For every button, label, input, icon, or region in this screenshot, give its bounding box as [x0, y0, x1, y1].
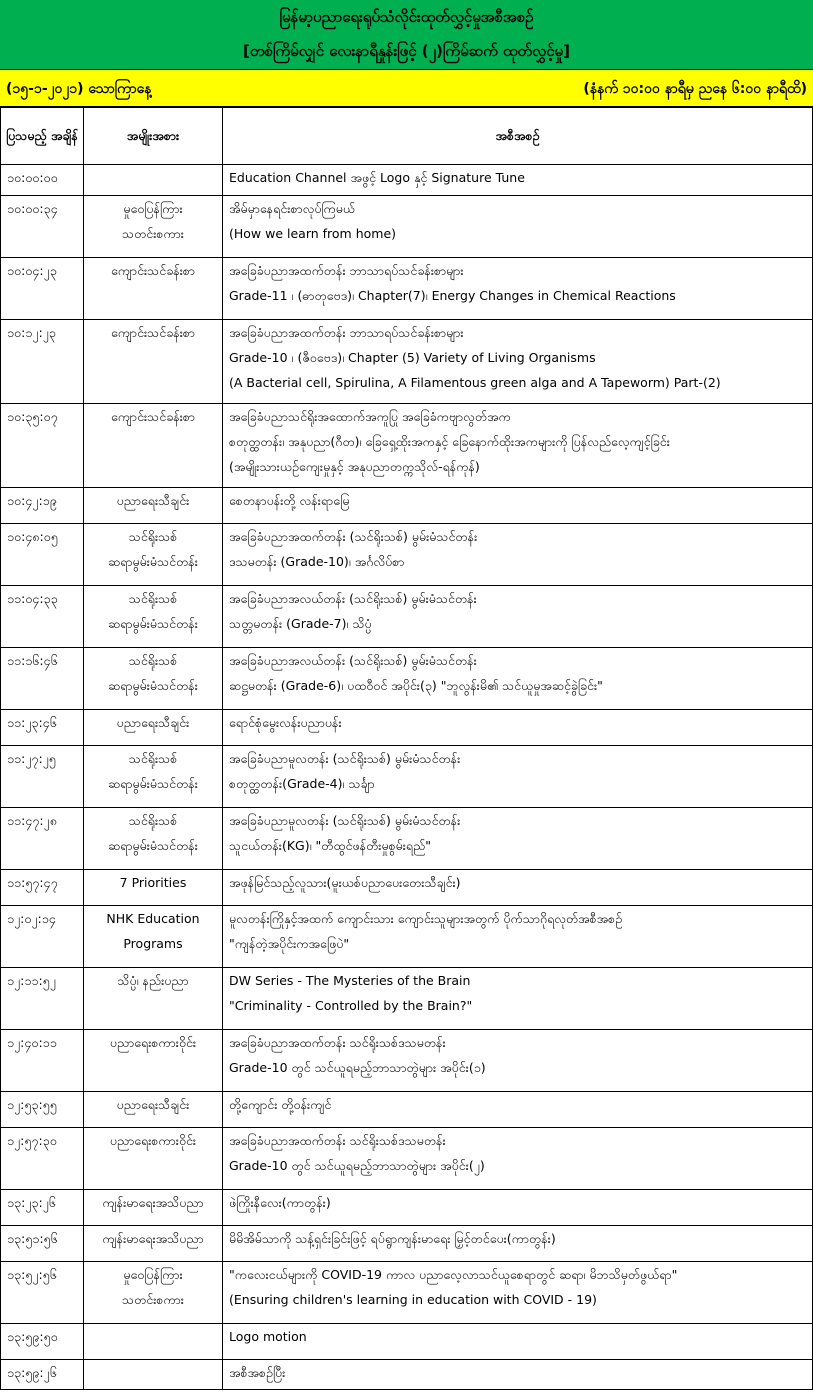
broadcast-hours: (နံနက် ၁၀:၀၀ နာရီမှ ညနေ ၆:၀၀ နာရီထိ) [583, 81, 807, 97]
cell-program [223, 1226, 813, 1262]
program-line: ရောင်စုံမွေးလန်းပညာပန်း [229, 715, 342, 730]
cell-category [84, 320, 223, 404]
table-row [1, 870, 813, 906]
cell-program [223, 870, 813, 906]
table-row [1, 320, 813, 404]
category-line: ကျန်းမာရေးအသိပညာ [102, 1231, 204, 1246]
program-line: အခြေခံပညာမူလတန်း (သင်ရိုးသစ်) မွမ်းမံသင်တန်း [229, 813, 461, 828]
program-line: အဖုန်မြင်သည့်လူသား(မူးယစ်ပညာပေးတေးသီချင်း) [229, 875, 461, 890]
program-line: အခြေခံပညာအထက်တန်း ဘာသာရပ်သင်ခန်းစာများ [229, 263, 464, 278]
table-row [1, 258, 813, 320]
cell-category [84, 746, 223, 808]
category-line: 7 Priorities [119, 875, 187, 890]
cell-category [84, 1360, 223, 1390]
category-line: ပညာရေးစကားဝိုင်း [109, 1133, 197, 1148]
table-row [1, 586, 813, 648]
program-line: Grade-10 တွင် သင်ယူရမည့်ဘာသာတွဲများ အပိုင်း(၂) [229, 1158, 485, 1173]
cell-category [84, 870, 223, 906]
cell-category [84, 1128, 223, 1190]
category-line: သတင်းစကား [122, 226, 184, 241]
table-row [1, 1030, 813, 1092]
cell-time: ၁၃:၅၂:၅၆ [1, 1262, 84, 1324]
cell-time: ၁၃:၅၉:၂၆ [1, 1360, 84, 1390]
program-line: DW Series - The Mysteries of the Brain [229, 973, 471, 988]
cell-program [223, 808, 813, 870]
table-row [1, 710, 813, 746]
cell-program [223, 1262, 813, 1324]
category-line: မှုဝေပြန်ကြား [123, 201, 183, 216]
table-row [1, 1324, 813, 1360]
cell-time: ၁၁:၀၄:၃၃ [1, 586, 84, 648]
cell-program [223, 1030, 813, 1092]
program-line: Grade-10 ၊ (ဇီဝဗေဒ)၊ Chapter (5) Variety of Living Organisms [229, 350, 596, 365]
table-row [1, 1128, 813, 1190]
cell-program [223, 648, 813, 710]
category-line: သိပ္ပံ၊ နည်းပညာ [117, 973, 189, 988]
program-line: (How we learn from home) [229, 226, 397, 241]
cell-program [223, 968, 813, 1030]
category-line: ကျောင်းသင်ခန်းစာ [110, 263, 196, 278]
header-program: အစီအစဉ် [223, 108, 813, 165]
table-row [1, 404, 813, 488]
program-line: အခြေခံပညာအထက်တန်း သင်ရိုးသစ်ဒသမတန်း [229, 1133, 446, 1148]
program-line: အခြေခံပညာအထက်တန်း သင်ရိုးသစ်ဒသမတန်း [229, 1035, 446, 1050]
category-line: ပညာရေးသီချင်း [116, 1097, 190, 1112]
program-line: စေတနာပန်းတို့ လန်းရာမြေ [229, 493, 350, 508]
cell-category [84, 1324, 223, 1360]
cell-category [84, 404, 223, 488]
cell-category [84, 524, 223, 586]
cell-category [84, 1092, 223, 1128]
table-row [1, 906, 813, 968]
table-row [1, 746, 813, 808]
title-banner [0, 0, 813, 70]
table-row [1, 1190, 813, 1226]
table-row [1, 808, 813, 870]
category-line: ကျောင်းသင်ခန်းစာ [110, 325, 196, 340]
category-line: မှုဝေပြန်ကြား [123, 1267, 183, 1282]
program-line: မိမိအိမ်သာကို သန့်ရှင်းခြင်းဖြင့် ရပ်ရွာကျန်းမာရေး မြှင့်တင်ပေး(ကာတွန်း) [229, 1231, 556, 1246]
cell-time: ၁၀:၄၂:၁၉ [1, 488, 84, 524]
program-line: ဒသမတန်း (Grade-10)၊ အင်္ဂလိပ်စာ [229, 554, 405, 569]
category-line: သင်ရိုးသစ် [128, 653, 178, 668]
cell-category [84, 165, 223, 196]
category-line: Programs [123, 936, 183, 951]
table-row [1, 488, 813, 524]
cell-time: ၁၃:၅၉:၅၀ [1, 1324, 84, 1360]
table-row [1, 1226, 813, 1262]
program-line: အစီအစဉ်ပြီး [229, 1365, 286, 1380]
category-line: ဆရာမွမ်းမံသင်တန်း [108, 678, 198, 693]
date-band [0, 70, 813, 107]
category-line: သတင်းစကား [122, 1292, 184, 1307]
category-line: ပညာရေးသီချင်း [116, 715, 190, 730]
program-line: သူငယ်တန်း(KG)၊ "တီထွင်ဖန်တီးမှုစွမ်းရည်" [229, 838, 431, 853]
cell-program [223, 165, 813, 196]
schedule-subtitle: [တစ်ကြိမ်လျှင် လေးနာရီနှုန်းဖြင့် (၂)ကြိမ်ဆက် ထုတ်လွှင့်မှု] [243, 42, 570, 60]
program-line: Logo motion [229, 1329, 307, 1344]
header-category: အမျိုးအစား [84, 108, 223, 165]
cell-time: ၁၁:၄၇:၂၈ [1, 808, 84, 870]
cell-time: ၁၀:၀၀:၀၀ [1, 165, 84, 196]
program-line: (အမျိုးသားယဉ်ကျေးမှုနှင့် အနုပညာတက္ကသိုလ်-ရန်ကုန်) [229, 459, 480, 474]
category-line: ကျန်းမာရေးအသိပညာ [102, 1195, 204, 1210]
cell-category [84, 1226, 223, 1262]
category-line: သင်ရိုးသစ် [128, 591, 178, 606]
cell-program [223, 1190, 813, 1226]
program-line: "Criminality - Controlled by the Brain?" [229, 998, 473, 1013]
cell-category [84, 196, 223, 258]
schedule-rows [1, 165, 813, 1390]
header-time: ပြသမည့် အချိန် [1, 108, 84, 165]
cell-time: ၁၁:၁၆:၄၆ [1, 648, 84, 710]
category-line: သင်ရိုးသစ် [128, 529, 178, 544]
program-line: Education Channel အဖွင့် Logo နှင့် Signature Tune [229, 170, 525, 185]
table-row [1, 196, 813, 258]
program-line: မူလတန်းကြိုနှင့်အထက် ကျောင်းသား ကျောင်းသူများအတွက် ပိုက်သာဂိုရလုတ်အစီအစဉ် [229, 911, 623, 926]
program-line: ဖဲကြိုးနီလေး(ကာတွန်း) [229, 1195, 331, 1210]
cell-category [84, 1190, 223, 1226]
table-row [1, 524, 813, 586]
cell-program [223, 404, 813, 488]
broadcast-date: (၁၅-၁-၂၀၂၁) သောကြာနေ့ [6, 81, 152, 97]
program-line: အိမ်မှာနေရင်းစာလုပ်ကြမယ် [229, 201, 356, 216]
cell-time: ၁၀:၀၄:၂၃ [1, 258, 84, 320]
cell-program [223, 906, 813, 968]
program-line: အခြေခံပညာအထက်တန်း (သင်ရိုးသစ်) မွမ်းမံသင်တန်း [229, 529, 478, 544]
cell-time: ၁၁:၂၃:၄၆ [1, 710, 84, 746]
category-line: ကျောင်းသင်ခန်းစာ [110, 409, 196, 424]
cell-time: ၁၂:၅၇:၃၀ [1, 1128, 84, 1190]
program-line: အခြေခံပညာမူလတန်း (သင်ရိုးသစ်) မွမ်းမံသင်တန်း [229, 751, 461, 766]
cell-time: ၁၃:၅၁:၅၆ [1, 1226, 84, 1262]
cell-program [223, 488, 813, 524]
cell-program [223, 710, 813, 746]
program-line: Grade-10 တွင် သင်ယူရမည့်ဘာသာတွဲများ အပိုင်း(၁) [229, 1060, 486, 1075]
cell-program [223, 586, 813, 648]
cell-program [223, 1092, 813, 1128]
cell-category [84, 710, 223, 746]
cell-category [84, 1262, 223, 1324]
cell-program [223, 258, 813, 320]
program-line: စတုတ္ထတန်း(Grade-4)၊ သင်္ချာ [229, 776, 375, 791]
category-line: ဆရာမွမ်းမံသင်တန်း [108, 838, 198, 853]
cell-category [84, 968, 223, 1030]
cell-time: ၁၃:၂၃:၂၆ [1, 1190, 84, 1226]
program-line: (A Bacterial cell, Spirulina, A Filamentous green alga and A Tapeworm) Part-(2) [229, 375, 721, 390]
table-row [1, 1262, 813, 1324]
cell-time: ၁၀:၄၈:၀၅ [1, 524, 84, 586]
cell-category [84, 906, 223, 968]
cell-time: ၁၁:၅၇:၄၇ [1, 870, 84, 906]
cell-program [223, 196, 813, 258]
table-row [1, 165, 813, 196]
cell-program [223, 524, 813, 586]
cell-category [84, 586, 223, 648]
category-line: သင်ရိုးသစ် [128, 813, 178, 828]
table-row [1, 1360, 813, 1390]
table-row [1, 648, 813, 710]
program-line: "ကျန်တဲ့အပိုင်းကအဖြေပဲ" [229, 936, 350, 951]
category-line: ပညာရေးသီချင်း [116, 493, 190, 508]
program-line: အခြေခံပညာသင်ရိုးအထောက်အကူပြု အခြေခံကဗျာလွတ်အက [229, 409, 511, 424]
cell-time: ၁၂:၁၁:၅၂ [1, 968, 84, 1030]
cell-time: ၁၀:၁၂:၂၃ [1, 320, 84, 404]
cell-category [84, 488, 223, 524]
category-line: ပညာရေးစကားဝိုင်း [109, 1035, 197, 1050]
cell-category [84, 648, 223, 710]
program-line: Grade-11 ၊ (ဓာတုဗေဒ)၊ Chapter(7)၊ Energy Changes in Chemical Reactions [229, 288, 676, 303]
cell-program [223, 1360, 813, 1390]
cell-time: ၁၂:၄၀:၁၁ [1, 1030, 84, 1092]
cell-time: ၁၀:၀၀:၃၄ [1, 196, 84, 258]
schedule-table [0, 107, 813, 1390]
cell-time: ၁၀:၃၅:၀၇ [1, 404, 84, 488]
program-line: ဆဋ္ဌမတန်း (Grade-6)၊ ပထဝီဝင် အပိုင်း(၃) "ဘူလွန်းမိ၏ သင်ယူမှုအဆင့်ခွဲခြင်း" [229, 678, 603, 693]
program-line: တို့ကျောင်း တို့ဝန်းကျင် [229, 1097, 332, 1112]
category-line: သင်ရိုးသစ် [128, 751, 178, 766]
category-line: ဆရာမွမ်းမံသင်တန်း [108, 616, 198, 631]
program-line: အခြေခံပညာအလယ်တန်း (သင်ရိုးသစ်) မွမ်းမံသင်တန်း [229, 653, 477, 668]
category-line: ဆရာမွမ်းမံသင်တန်း [108, 776, 198, 791]
program-line: (Ensuring children's learning in education with COVID - 19) [229, 1292, 597, 1307]
cell-category [84, 1030, 223, 1092]
table-row [1, 968, 813, 1030]
category-line: NHK Education [106, 911, 200, 926]
program-line: အခြေခံပညာအထက်တန်း ဘာသာရပ်သင်ခန်းစာများ [229, 325, 464, 340]
program-line: အခြေခံပညာအလယ်တန်း (သင်ရိုးသစ်) မွမ်းမံသင်တန်း [229, 591, 477, 606]
table-header-row [1, 108, 813, 165]
schedule-title: မြန်မာ့ပညာရေးရုပ်သံလိုင်းထုတ်လွှင့်မှုအစီအစဉ် [279, 8, 534, 26]
cell-category [84, 808, 223, 870]
program-line: "ကလေးငယ်များကို COVID-19 ကာလ ပညာလေ့လာသင်ယူစေရာတွင် ဆရာ၊ မိဘသိမှတ်ဖွယ်ရာ" [229, 1267, 678, 1282]
cell-category [84, 258, 223, 320]
category-line: ဆရာမွမ်းမံသင်တန်း [108, 554, 198, 569]
table-row [1, 1092, 813, 1128]
cell-program [223, 320, 813, 404]
cell-time: ၁၂:၀၂:၁၄ [1, 906, 84, 968]
cell-time: ၁၂:၅၃:၅၅ [1, 1092, 84, 1128]
cell-time: ၁၁:၂၇:၂၅ [1, 746, 84, 808]
program-line: သတ္တမတန်း (Grade-7)၊ သိပ္ပံ [229, 616, 372, 631]
program-line: စတုတ္ထတန်း၊ အနုပညာ(ဂီတ)၊ ခြေရှေ့ထိုးအကနှင့် ခြေနောက်ထိုးအကများကို ပြန်လည်လေ့ကျင့်ခြင်း [229, 434, 670, 449]
cell-program [223, 746, 813, 808]
cell-program [223, 1324, 813, 1360]
cell-program [223, 1128, 813, 1190]
